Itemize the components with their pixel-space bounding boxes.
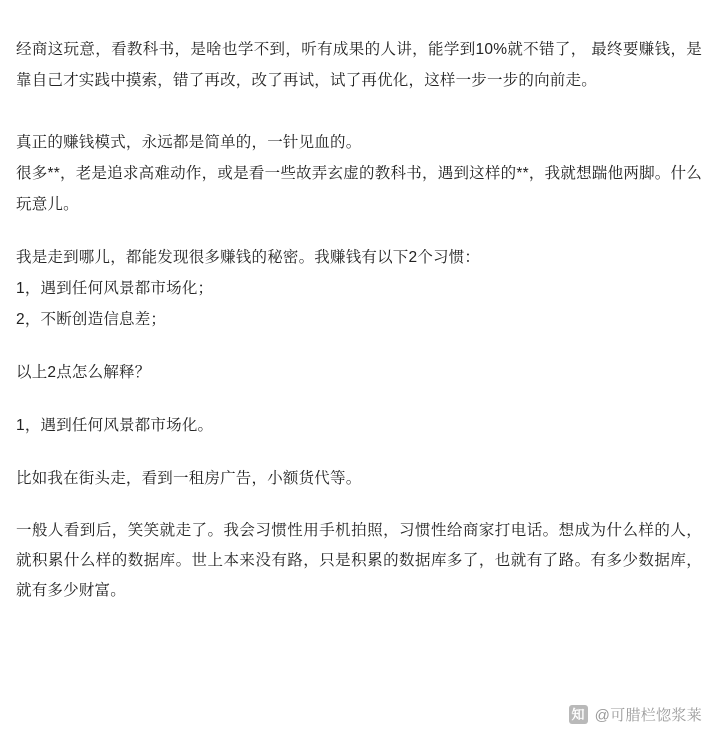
paragraph-spacer [16, 220, 702, 242]
paragraph-1: 经商这玩意，看教科书，是啥也学不到，听有成果的人讲，能学到10%就不错了， 最终要赚钱，是靠自己才实践中摸索，错了再改，改了再试，试了再优化，这样一步一步的向前走。 [16, 41, 702, 89]
paragraph-2: 真正的赚钱模式，永远都是简单的，一针见血的。 [16, 134, 362, 151]
paragraph-spacer [16, 335, 702, 357]
paragraph-spacer [16, 388, 702, 410]
zhihu-logo-icon: 知 [569, 705, 588, 724]
paragraph-6: 1，遇到任何风景都市场化。 [16, 417, 214, 434]
list-item-2: 2，不断创造信息差； [16, 311, 167, 328]
list-item-1: 1，遇到任何风景都市场化； [16, 280, 214, 297]
paragraph-3: 很多**，老是追求高难动作，或是看一些故弄玄虚的教科书，遇到这样的**，我就想踹他两脚。什么玩意儿。 [16, 165, 702, 213]
paragraph-spacer [16, 96, 702, 127]
article-body [16, 34, 702, 606]
watermark-author: @可腊栏惚浆莱 [594, 707, 702, 724]
watermark [569, 704, 702, 725]
paragraph-7: 比如我在街头走，看到一租房广告，小额货代等。 [16, 470, 362, 487]
paragraph-spacer [16, 441, 702, 463]
paragraph-4: 我是走到哪儿，都能发现很多赚钱的秘密。我赚钱有以下2个习惯： [16, 249, 481, 266]
paragraph-8: 一般人看到后，笑笑就走了。我会习惯性用手机拍照，习惯性给商家打电话。想成为什么样的人，就积累什么样的数据库。世上本来没有路，只是积累的数据库多了，也就有了路。有多少数据库，就有多少财富。 [16, 522, 702, 599]
paragraph-spacer [16, 494, 702, 516]
paragraph-5: 以上2点怎么解释？ [16, 364, 151, 381]
